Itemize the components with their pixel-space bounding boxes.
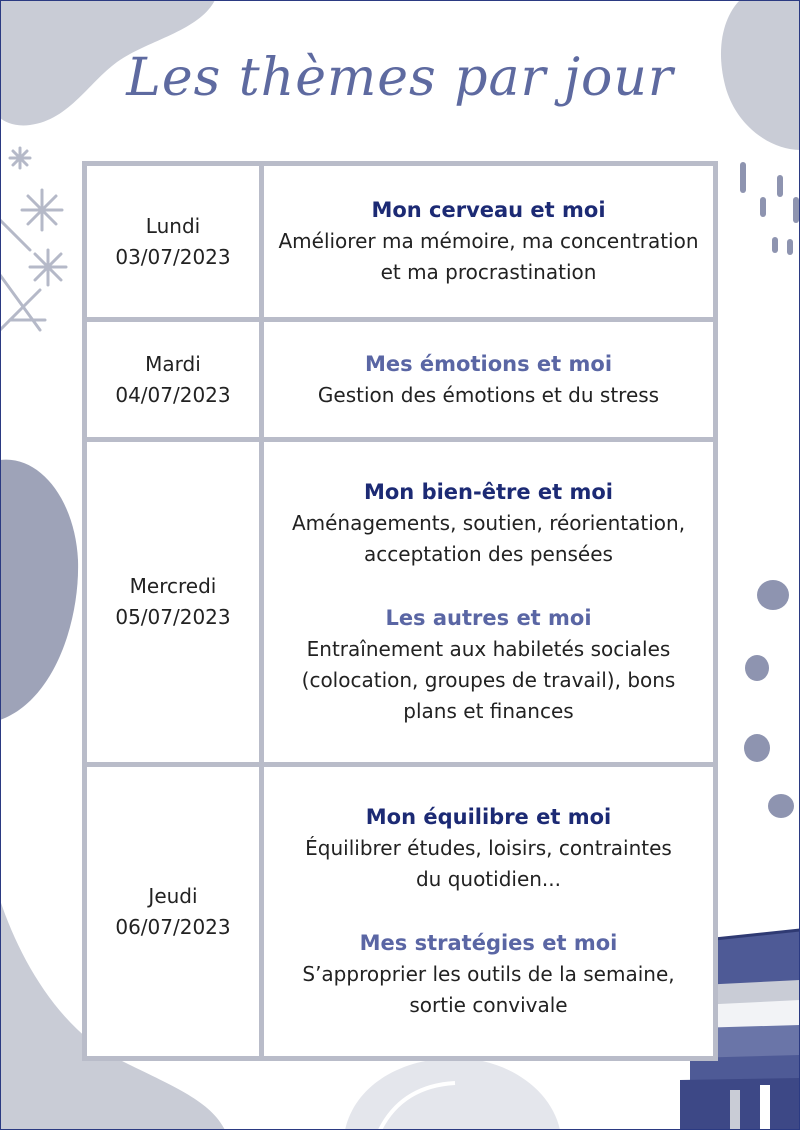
theme-description: Gestion des émotions et du stress <box>317 382 660 407</box>
left-blob <box>0 460 78 720</box>
themes-cell <box>262 765 716 1059</box>
themes-cell <box>262 440 716 765</box>
table-row <box>85 440 716 765</box>
theme-description: (colocation, groupes de travail), bons <box>301 668 676 692</box>
theme-description: plans et finances <box>403 699 574 723</box>
theme-description: sortie convivale <box>409 993 568 1017</box>
day-cell <box>85 320 262 440</box>
theme-description: Aménagements, soutien, réorientation, <box>291 511 686 535</box>
table-row <box>85 320 716 440</box>
theme-description: Entraînement aux habiletés sociales <box>306 637 671 661</box>
day-date: 03/07/2023 <box>115 244 231 269</box>
theme-title: Les autres et moi <box>385 606 592 630</box>
theme-description: et ma procrastination <box>380 260 597 284</box>
themes-cell <box>262 320 716 440</box>
theme-description: S’approprier les outils de la semaine, <box>302 962 675 986</box>
table-row <box>85 765 716 1059</box>
day-date: 04/07/2023 <box>115 382 231 407</box>
themes-cell <box>262 164 716 320</box>
day-cell <box>85 440 262 765</box>
theme-description: Équilibrer études, loisirs, contraintes <box>305 836 672 860</box>
day-date: 05/07/2023 <box>115 605 231 629</box>
theme-description: du quotidien... <box>415 867 562 891</box>
theme-title: Mes stratégies et moi <box>359 931 618 955</box>
theme-title: Mon équilibre et moi <box>365 805 612 829</box>
theme-title: Mon cerveau et moi <box>371 198 606 222</box>
theme-description: Améliorer ma mémoire, ma concentration <box>278 229 699 253</box>
theme-title: Mes émotions et moi <box>364 351 613 376</box>
right-dots <box>744 580 794 818</box>
day-name: Lundi <box>145 213 201 238</box>
day-name: Jeudi <box>148 883 198 908</box>
day-name: Mardi <box>145 351 201 376</box>
day-cell <box>85 164 262 320</box>
snowflake-icons <box>0 148 66 330</box>
theme-description: acceptation des pensées <box>364 542 613 566</box>
dash-marks <box>743 165 796 252</box>
bottom-circle <box>345 1058 560 1130</box>
day-date: 06/07/2023 <box>115 914 231 939</box>
day-cell <box>85 765 262 1059</box>
theme-title: Mon bien-être et moi <box>363 480 614 504</box>
table-row <box>85 164 716 320</box>
schedule-table <box>82 161 718 1061</box>
day-name: Mercredi <box>129 574 217 598</box>
page-title: Les thèmes par jour <box>126 48 674 108</box>
